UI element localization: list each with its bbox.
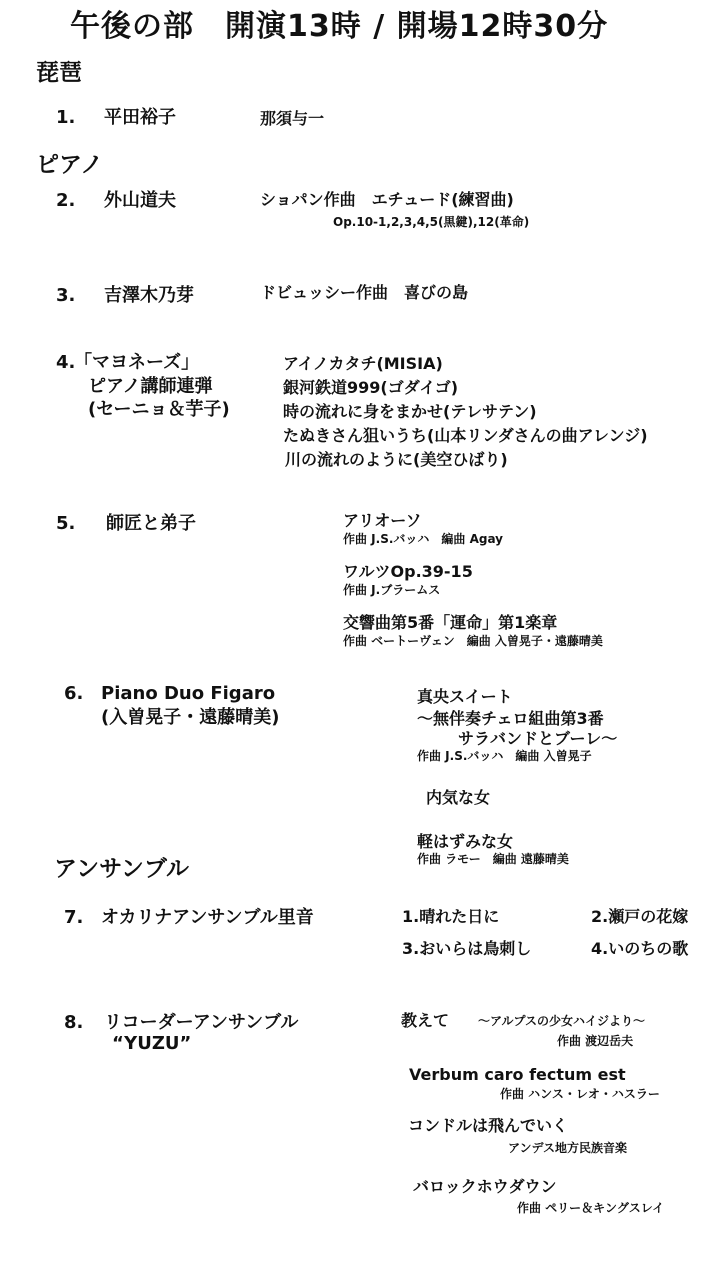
item-1-performer: 平田裕子 (104, 107, 176, 128)
item-8-song-title: 教えて (401, 1011, 450, 1030)
item-6-song-line: ～無伴奏チェロ組曲第3番 (417, 709, 604, 728)
item-5-song-credit: 作曲 J.S.バッハ 編曲 Agay (343, 532, 504, 546)
item-8-song-title: バロックホウダウン (413, 1177, 557, 1196)
item-6-performer-line: (入曽晃子・遠藤晴美) (101, 707, 280, 728)
item-5-number: 5. (56, 513, 76, 534)
item-6-song-credit: 作曲 ラモー 編曲 遠藤晴美 (417, 852, 569, 866)
item-8-song-title: Verbum caro fectum est (409, 1065, 626, 1084)
item-4-song: アイノカタチ(MISIA) (283, 354, 443, 373)
item-5-song-title: アリオーソ (343, 511, 422, 530)
item-2-number: 2. (56, 190, 76, 211)
item-8-song-credit: アンデス地方民族音楽 (508, 1141, 628, 1155)
item-8-song-credit: 作曲 渡辺岳夫 (557, 1034, 634, 1048)
item-8-song-credit: 作曲 ハンス・レオ・ハスラー (500, 1087, 660, 1101)
item-6-song-title: 軽はずみな女 (417, 832, 514, 851)
item-4-performer-line: ピアノ講師連弾 (88, 376, 213, 397)
section-piano: ピアノ (36, 152, 104, 178)
item-4-song: 時の流れに身をまかせ(テレサテン) (283, 402, 537, 421)
item-3-song: ドビュッシー作曲 喜びの島 (260, 283, 469, 302)
item-3-number: 3. (56, 285, 76, 306)
item-7-performer: オカリナアンサンブル里音 (101, 907, 314, 928)
item-2-performer: 外山道夫 (104, 190, 176, 211)
item-4-performer-line: 「マヨネーズ」 (74, 352, 200, 373)
item-5-song-title: ワルツOp.39-15 (343, 562, 473, 581)
item-6-number: 6. (64, 683, 84, 704)
item-1-song: 那須与一 (260, 109, 325, 128)
item-7-song: 4.いのちの歌 (591, 939, 689, 958)
page-title: 午後の部 開演13時 / 開場12時30分 (70, 9, 609, 44)
item-6-song-credit: 作曲 J.S.バッハ 編曲 入曽晃子 (417, 749, 592, 763)
item-4-song: 川の流れのように(美空ひばり) (285, 450, 508, 469)
item-4-song: 銀河鉄道999(ゴダイゴ) (283, 378, 459, 397)
section-biwa: 琵琶 (36, 60, 82, 86)
item-2-opus: Op.10-1,2,3,4,5(黒鍵),12(革命) (333, 215, 530, 229)
item-1-number: 1. (56, 107, 76, 128)
item-5-performer: 師匠と弟子 (106, 513, 196, 534)
item-3-performer: 吉澤木乃芽 (104, 285, 194, 306)
item-7-number: 7. (64, 907, 84, 928)
item-7-song: 3.おいらは鳥刺し (402, 939, 532, 958)
item-5-song-title: 交響曲第5番「運命」第1楽章 (343, 613, 558, 632)
item-4-performer-line: (セーニョ＆芋子) (88, 399, 230, 420)
item-2-song: ショパン作曲 エチュード(練習曲) (260, 190, 514, 209)
item-7-song: 2.瀬戸の花嫁 (591, 907, 689, 926)
section-ensemble: アンサンブル (54, 856, 190, 882)
item-5-song-credit: 作曲 J.ブラームス (343, 583, 441, 597)
item-5-song-credit: 作曲 ベートーヴェン 編曲 入曽晃子・遠藤晴美 (343, 634, 603, 648)
item-7-song: 1.晴れた日に (402, 907, 500, 926)
item-4-number: 4. (56, 352, 76, 373)
item-4-song: たぬきさん狙いうち(山本リンダさんの曲アレンジ) (283, 426, 648, 445)
item-6-performer-line: Piano Duo Figaro (101, 683, 276, 704)
item-8-song-credit: 作曲 ペリー＆キングスレイ (517, 1201, 665, 1215)
item-8-performer-line: リコーダーアンサンブル (104, 1012, 299, 1033)
item-8-song-title: コンドルは飛んでいく (408, 1116, 569, 1135)
item-8-song-subtitle: ～アルプスの少女ハイジより～ (478, 1014, 646, 1028)
item-8-performer-line: “YUZU” (112, 1033, 192, 1054)
item-6-song-title: 内気な女 (426, 788, 491, 807)
item-8-number: 8. (64, 1012, 84, 1033)
item-6-song-line: サラバンドとブーレ～ (458, 729, 618, 748)
item-6-song-line: 真央スイート (417, 687, 513, 706)
